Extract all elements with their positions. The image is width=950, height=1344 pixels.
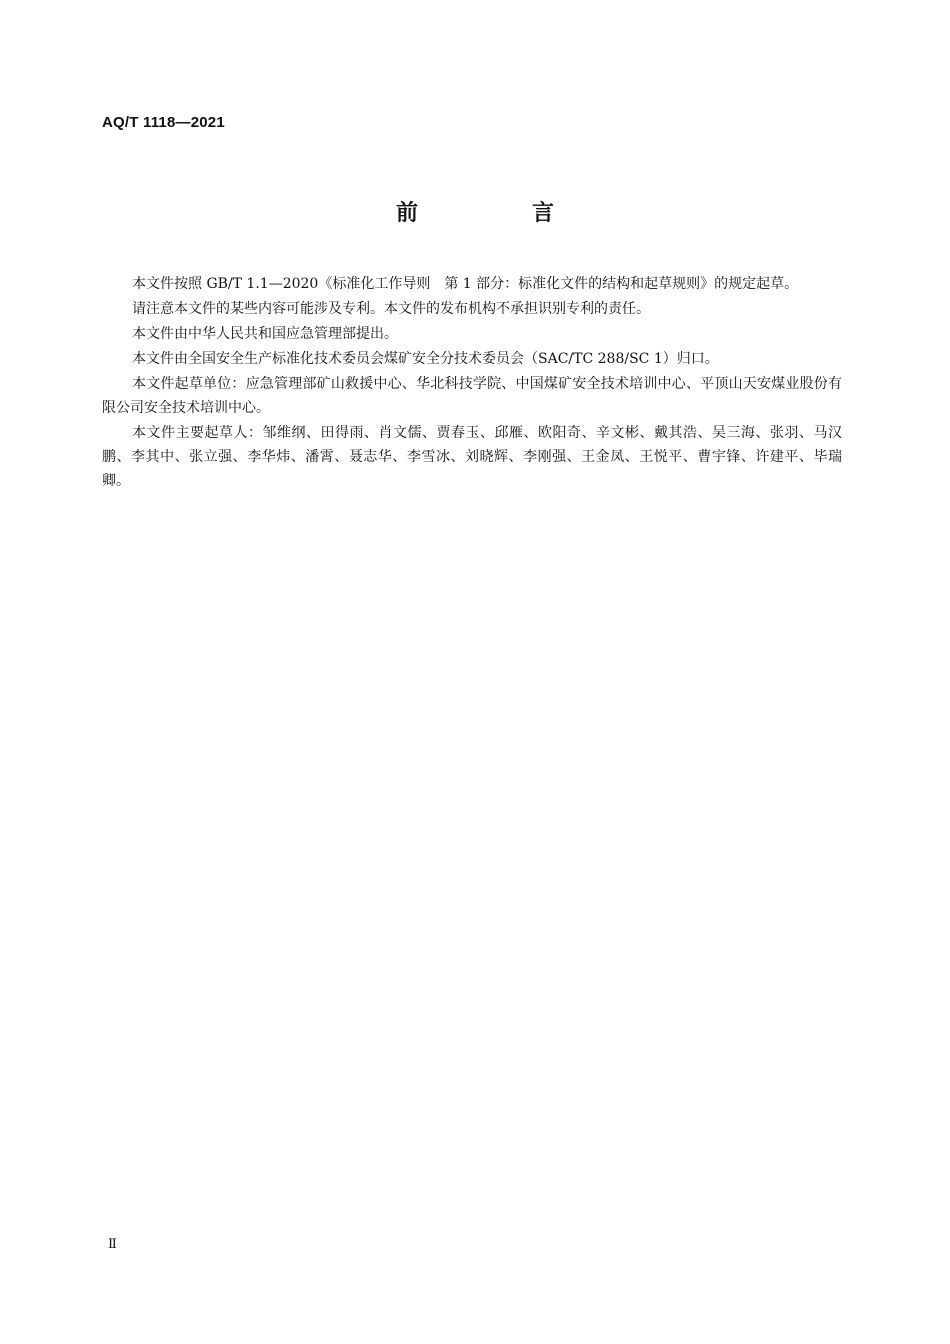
paragraph-patent-notice: 请注意本文件的某些内容可能涉及专利。本文件的发布机构不承担识别专利的责任。	[132, 301, 650, 317]
paragraph-technical-committee: 本文件由全国安全生产标准化技术委员会煤矿安全分技术委员会（SAC/TC 288/SC 1）归口。	[132, 351, 719, 367]
paragraph-drafters: 本文件主要起草人：邹维纲、田得雨、肖文儒、贾春玉、邱雁、欧阳奇、辛文彬、戴其浩、吴三海、张羽、马汉鹏、李其中、张立强、李华炜、潘霄、聂志华、李雪冰、刘晓辉、李刚强、王金凤、王悦平、曹宇锋、许建平、毕瑞卿。	[102, 425, 842, 489]
paragraph-drafting-organizations: 本文件起草单位：应急管理部矿山救援中心、华北科技学院、中国煤矿安全技术培训中心、平顶山天安煤业股份有限公司安全技术培训中心。	[102, 376, 842, 416]
paragraph-drafting-rules: 本文件按照 GB/T 1.1—2020《标准化工作导则 第 1 部分：标准化文件的结构和起草规则》的规定起草。	[132, 276, 799, 292]
page-number: Ⅱ	[108, 1237, 117, 1252]
paragraph-proposer: 本文件由中华人民共和国应急管理部提出。	[132, 326, 398, 342]
foreword-body	[102, 272, 842, 494]
document-code: AQ/T 1118—2021	[102, 114, 225, 131]
page-title: 前 言	[395, 201, 600, 226]
